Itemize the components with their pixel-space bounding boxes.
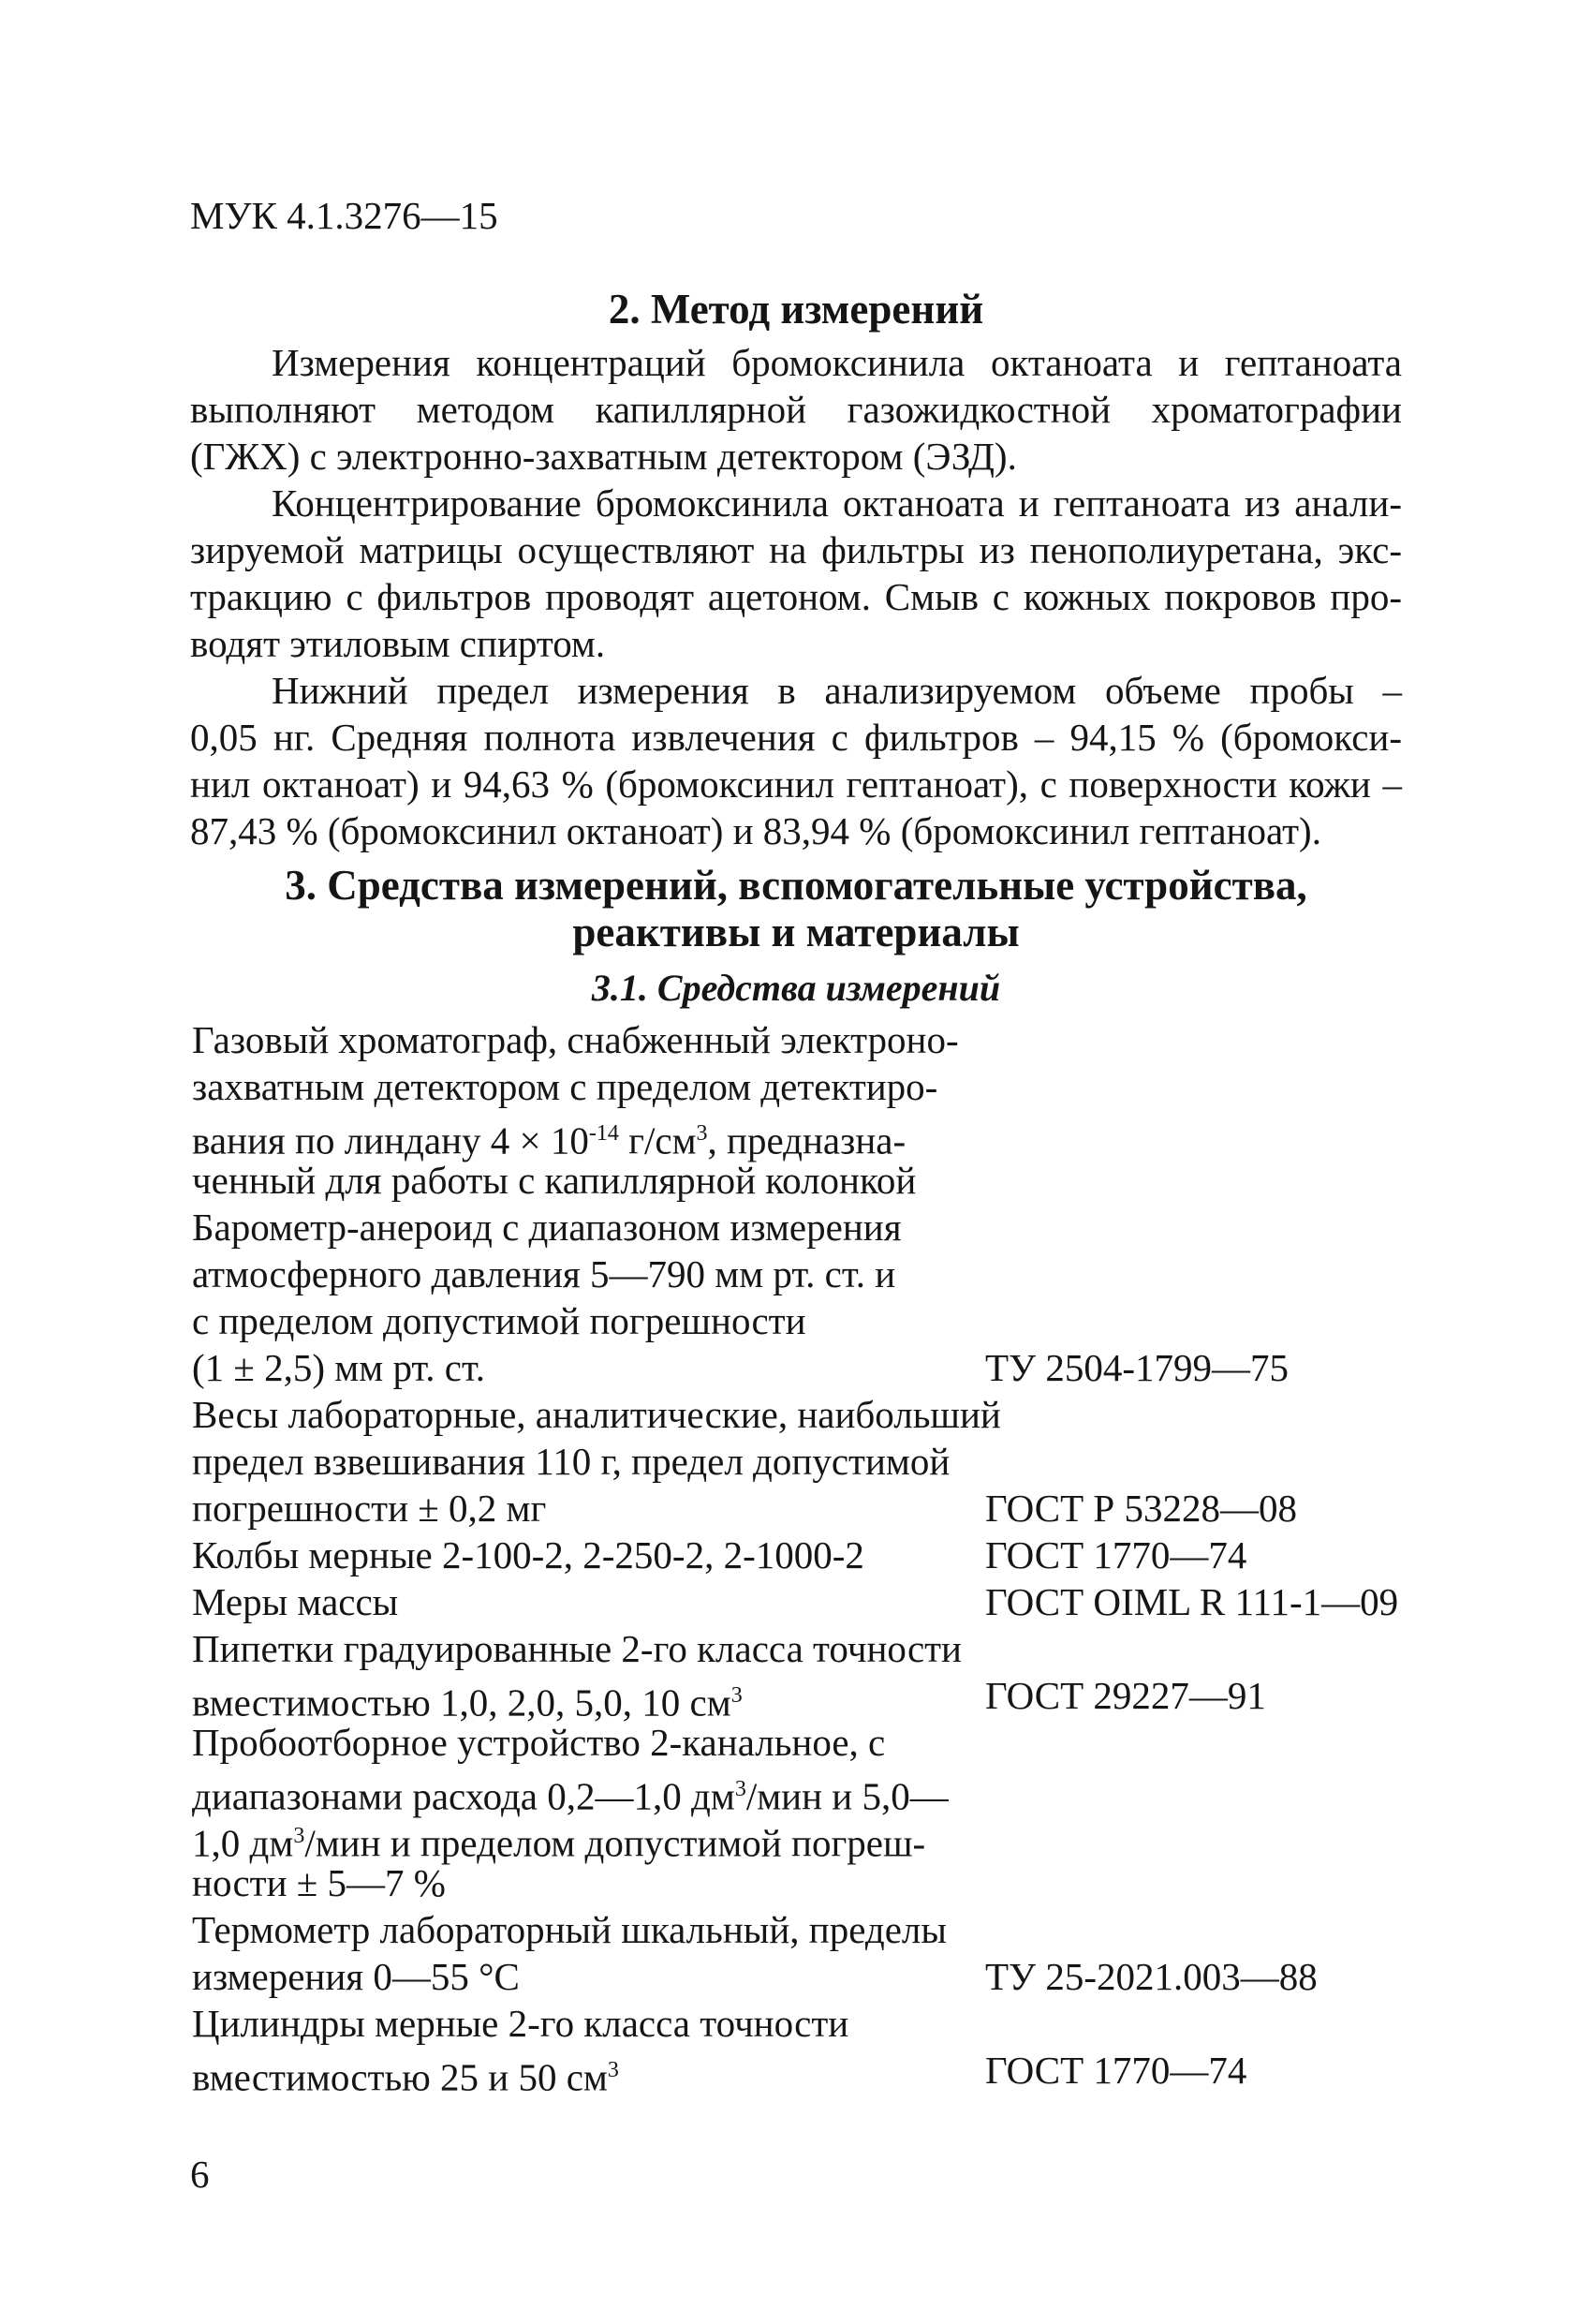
equipment-text: Колбы мерные 2-100-2, 2-250-2, 2-1000-2 (192, 1533, 864, 1576)
equipment-text: захватным детектором с пределом детектиро- (192, 1065, 938, 1108)
page-number: 6 (190, 2153, 210, 2196)
section-3-heading-line-2: реактивы и материалы (572, 909, 1020, 955)
equipment-text: диапазонами расхода 0,2—1,0 $дм^3$/мин и 5,0— (192, 1774, 949, 1818)
standard-reference: ГОСТ Р 53228—08 (985, 1487, 1297, 1530)
equipment-text: Весы лабораторные, аналитические, наибольший (192, 1393, 1001, 1436)
paragraph-line: Концентрирование бромоксинила октаноата и гептаноата из анали- (272, 481, 1402, 525)
equipment-text: Меры массы (192, 1580, 399, 1623)
equipment-text: вместимостью 1,0, 2,0, 5,0, 10 $см^3$ (192, 1680, 743, 1724)
paragraph-line: водят этиловым спиртом. (190, 622, 606, 665)
paragraph-line: Измерения концентраций бромоксинила октаноата и гептаноата (272, 341, 1402, 384)
paragraph-line: 87,43 % (бромоксинил октаноат) и 83,94 % (бромоксинил гептаноат). (190, 809, 1321, 852)
standard-reference: ГОСТ 29227—91 (985, 1674, 1266, 1717)
standard-reference: ТУ 25-2021.003—88 (985, 1955, 1318, 1998)
paragraph-line: зируемой матрицы осуществляют на фильтры из пенополиуретана, экс- (190, 528, 1402, 571)
subsection-3-1-heading: 3.1. Средства измерений (591, 967, 1001, 1009)
equipment-text: предел взвешивания 110 г, предел допустимой (192, 1440, 951, 1483)
standard-reference: ГОСТ 1770—74 (985, 1533, 1247, 1576)
equipment-text: вместимостью 25 и 50 $см^3$ (192, 2055, 619, 2099)
equipment-text: ченный для работы с капиллярной колонкой (192, 1159, 917, 1202)
equipment-text: атмосферного давления 5—790 мм рт. ст. и (192, 1252, 896, 1295)
paragraph-line: выполняют методом капиллярной газожидкостной хроматографии (190, 388, 1402, 431)
section-3-heading-line-1: 3. Средства измерений, вспомогательные устройства, (285, 862, 1307, 909)
equipment-text: измерения 0—55 °С (192, 1955, 520, 1998)
equipment-text: 1,0 $дм^3$/мин и пределом допустимой погреш- (192, 1821, 926, 1865)
paragraph-line: (ГЖХ) с электронно-захватным детектором (ЭЗД). (190, 435, 1017, 478)
paragraph-line: тракцию с фильтров проводят ацетоном. Смыв с кожных покровов про- (190, 575, 1402, 618)
standard-reference: ГОСТ 1770—74 (985, 2049, 1247, 2092)
paragraph-line: Нижний предел измерения в анализируемом объеме пробы – (272, 669, 1402, 712)
equipment-text: с пределом допустимой погрешности (192, 1299, 806, 1342)
equipment-text: Пипетки градуированные 2-го класса точности (192, 1627, 963, 1670)
paragraph-line: 0,05 нг. Средняя полнота извлечения с фильтров – 94,15 % (бромокси- (190, 716, 1402, 759)
equipment-text: Цилиндры мерные 2-го класса точности (192, 2002, 849, 2045)
document-code-header: МУК 4.1.3276—15 (190, 194, 498, 237)
equipment-text: Пробоотборное устройство 2-канальное, с (192, 1721, 886, 1764)
equipment-text: Термометр лабораторный шкальный, пределы (192, 1908, 947, 1951)
section-2-heading: 2. Метод измерений (608, 286, 984, 333)
equipment-text: Газовый хроматограф, снабженный электроно- (192, 1018, 959, 1061)
equipment-text: вания по линдану $4 \times 10^{-14}$ $г/см^3$, предназна- (192, 1118, 907, 1162)
paragraph-line: нил октаноат) и 94,63 % (бромоксинил гептаноат), с поверхности кожи – (190, 762, 1402, 806)
standard-reference: ТУ 2504-1799—75 (985, 1346, 1289, 1389)
equipment-text: (1 ± 2,5) мм рт. ст. (192, 1346, 486, 1389)
equipment-text: Барометр-анероид с диапазоном измерения (192, 1206, 902, 1249)
equipment-text: погрешности ± 0,2 мг (192, 1487, 547, 1530)
standard-reference: ГОСТ OIML R 111-1—09 (985, 1580, 1399, 1623)
equipment-text: ности ± 5—7 % (192, 1861, 446, 1904)
